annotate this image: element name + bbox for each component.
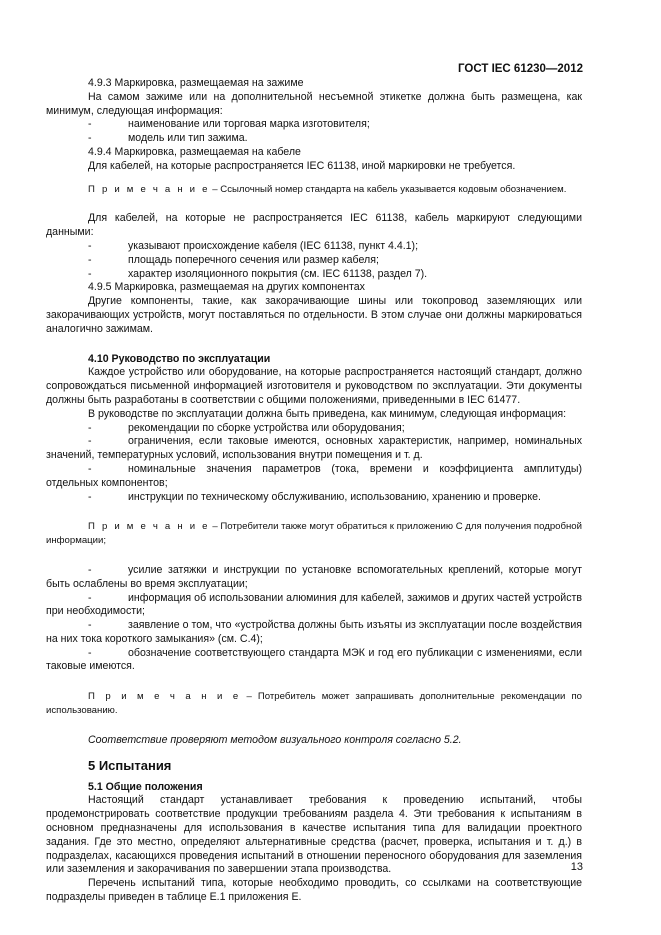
bullet-dash: - [88, 267, 92, 280]
list-item: - заявление о том, что «устройства должны быть изъяты из эксплуатации после воздействия на них тока короткого замыкания» (см. С.4); [46, 619, 582, 645]
list-item: - наименование или торговая марка изготовителя; [88, 118, 370, 131]
bullet-dash: - [88, 591, 92, 604]
bullet-dash: - [88, 619, 92, 632]
clause-heading: 4.9.3 Маркировка, размещаемая на зажиме [88, 77, 304, 89]
list-item: - характер изоляционного покрытия (см. IEC 61138, раздел 7). [88, 267, 428, 280]
page-number: 13 [570, 861, 583, 873]
page-content [46, 77, 582, 905]
note: П р и м е ч а н и е – Ссылочный номер стандарта на кабель указывается кодовым обозначением. [88, 183, 567, 195]
paragraph: На самом зажиме или на дополнительной несъемной этикетке должна быть размещена, как минимум, следующая информация: [46, 90, 582, 117]
bullet-dash: - [88, 462, 92, 475]
bullet-dash: - [88, 239, 92, 252]
clause-heading: 4.9.5 Маркировка, размещаемая на других компонентах [88, 281, 365, 294]
paragraph: Другие компоненты, такие, как закорачивающие шины или токопровод заземляющих или закорачивающих устройств, могут поставляться по отдельности. В этом случае они должны маркироваться аналогично зажимам. [46, 295, 582, 335]
list-item: - номинальные значения параметров (тока, времени и коэффициента амплитуды) отдельных компонентов; [46, 462, 582, 489]
paragraph: Настоящий стандарт устанавливает требования к проведению испытаний, чтобы продемонстрировать соответствие продукции требованиям раздела 4. Эти требования к испытаниям в основном предназначены для использования в качестве испытания типа для валидации проектного задания. Где это местно, определяют альтернативные средства (расчет, проверка, испытания и т. д.) в подразделах, касающихся проведения испытаний в отношении переносного оборудования для заземления или заземления и закорачивания по завершении этапа производства. [46, 794, 582, 876]
note: П р и м е ч а н и е – Потребители также могут обратиться к приложению С для получения подробной информации; [46, 521, 582, 547]
note-label: П р и м е ч а н и е [88, 183, 210, 195]
clause-heading: 4.9.4 Маркировка, размещаемая на кабеле [88, 145, 301, 158]
list-item: - площадь поперечного сечения или размер кабеля; [88, 253, 379, 266]
paragraph: Каждое устройство или оборудование, на которые распространяется настоящий стандарт, должно сопровождаться письменной информацией изготовителя и руководством по эксплуатации. Эти документы должны быть разработаны в соответствии с общими положениями, приведенными в IEC 61477. [46, 366, 582, 406]
clause-heading-bold: 4.10 Руководство по эксплуатации [88, 352, 271, 365]
paragraph: Для кабелей, на которые не распространяется IEC 61138, кабель маркируют следующими данными: [46, 212, 582, 239]
list-item: - рекомендации по сборке устройства или оборудования; [88, 421, 405, 434]
list-item: - инструкции по техническому обслуживанию, использованию, хранению и проверке. [88, 490, 541, 503]
paragraph: Для кабелей, на которые распространяется IEC 61138, иной маркировки не требуется. [88, 159, 516, 172]
bullet-dash: - [88, 490, 92, 503]
bullet-dash: - [88, 132, 92, 145]
list-item: - модель или тип зажима. [88, 132, 248, 145]
bullet-dash: - [88, 646, 92, 659]
list-item: - усилие затяжки и инструкции по установке вспомогательных креплений, которые могут быть ослаблены во время эксплуатации; [46, 563, 582, 590]
paragraph: В руководстве по эксплуатации должна быть приведена, как минимум, следующая информация: [88, 407, 567, 420]
list-item: - обозначение соответствующего стандарта МЭК и год его публикации с изменениями, если таковые имеются. [46, 646, 582, 673]
bullet-dash: - [88, 421, 92, 434]
document-header: ГОСТ IEC 61230—2012 [458, 63, 583, 75]
list-item: - указывают происхождение кабеля (IEC 61138, пункт 4.4.1); [88, 239, 419, 252]
bullet-dash: - [88, 253, 92, 266]
list-item: - ограничения, если таковые имеются, основных характеристик, например, номинальных значений, температурных условий, использования внутри помещения и т. д. [46, 435, 582, 462]
note-label: П р и м е ч а н и е [88, 521, 210, 533]
bullet-dash: - [88, 435, 92, 448]
section-heading: 5 Испытания [88, 757, 172, 773]
bullet-dash: - [88, 118, 92, 131]
note-label: П р и м е ч а н и е [88, 691, 241, 703]
note: П р и м е ч а н и е – Потребитель может запрашивать дополнительные рекомендации по использованию. [46, 691, 582, 717]
paragraph: Перечень испытаний типа, которые необходимо проводить, со ссылками на соответствующие подразделы приведен в таблице Е.1 приложения Е. [46, 877, 582, 904]
bullet-dash: - [88, 563, 92, 576]
conformity-statement: Соответствие проверяют методом визуального контроля согласно 5.2. [88, 733, 462, 746]
list-item: - информация об использовании алюминия для кабелей, зажимов и других частей устройств при необходимости; [46, 591, 582, 618]
clause-heading-bold: 5.1 Общие положения [88, 780, 203, 793]
